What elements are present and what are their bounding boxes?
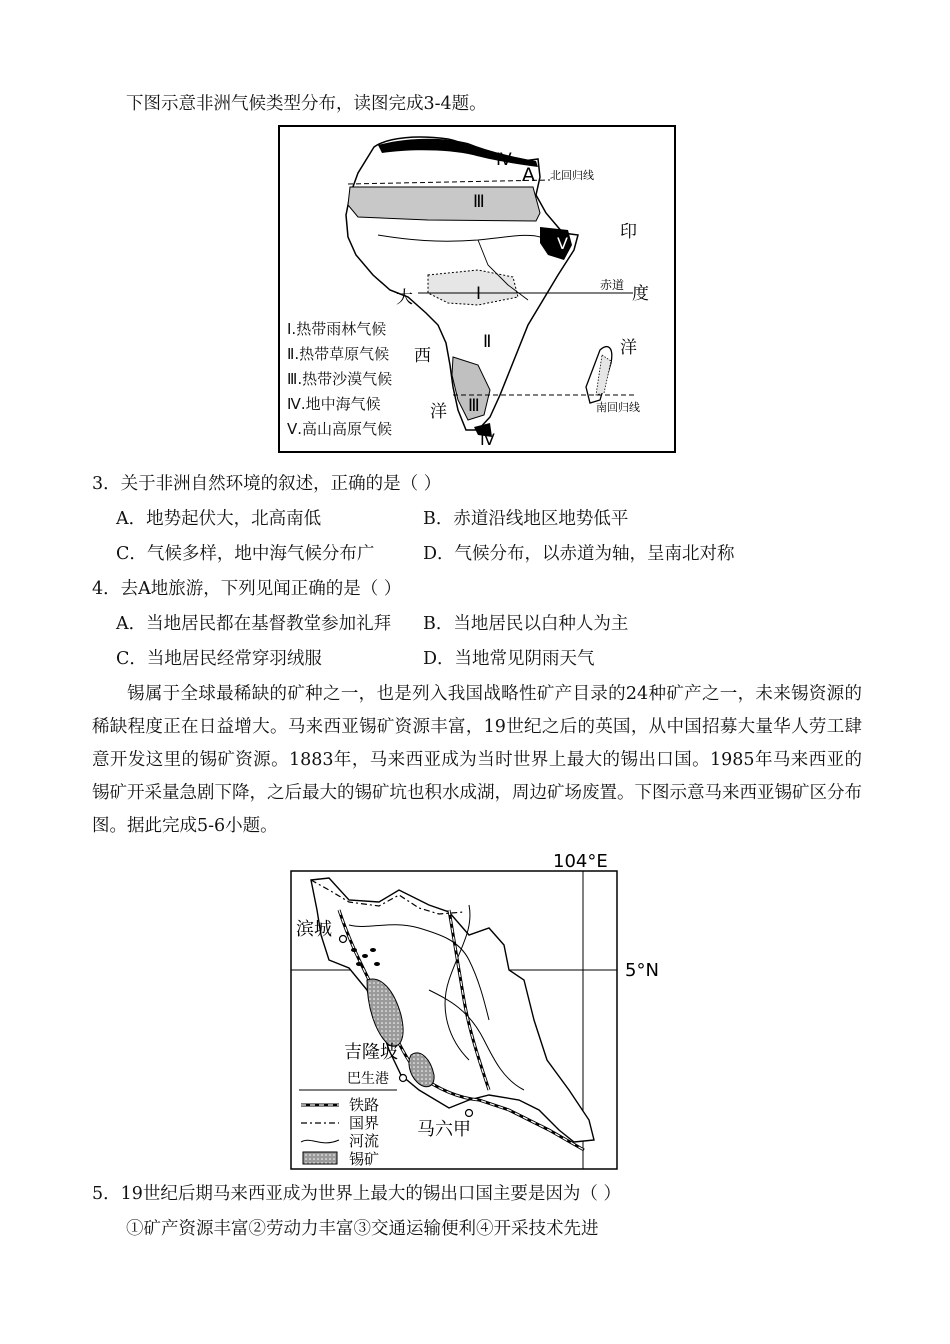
ocean-label-yang-e: 洋: [620, 338, 637, 358]
latitude-label: 5°N: [625, 960, 659, 981]
q5-stem: 5．19世纪后期马来西亚成为世界上最大的锡出口国主要是因为（ ）: [92, 1184, 621, 1204]
ocean-label-yin: 印: [620, 222, 637, 242]
q3-option-a[interactable]: A．地势起伏大，北高南低: [116, 509, 322, 529]
city-bincheng: 滨城: [296, 919, 332, 940]
q3-stem: 3．关于非洲自然环境的叙述，正确的是（ ）: [92, 474, 442, 494]
q3-option-c[interactable]: C．气候多样，地中海气候分布广: [116, 544, 375, 564]
intro-text-q5-6: 锡属于全球最稀缺的矿种之一，也是列入我国战略性矿产目录的24种矿产之一，未来锡资源的稀缺程度正在日益增大。马来西亚锡矿资源丰富，19世纪之后的英国，从中国招募大量华人劳工肆意开发这里的锡矿资源。1883年，马来西亚成为当时世界上最大的锡出口国。1985年马来西亚的锡矿开采量急剧下降，之后最大的锡矿坑也积水成湖，周边矿场废置。下图示意马来西亚锡矿区分布图。据此完成5-6小题。: [92, 684, 862, 836]
ocean-label-yang-w: 洋: [430, 402, 447, 422]
q4-option-b[interactable]: B．当地居民以白种人为主: [423, 614, 629, 634]
legend-border: 国界: [349, 1114, 380, 1132]
q4-option-d[interactable]: D．当地常见阴雨天气: [423, 649, 595, 669]
q4-stem: 4．去A地旅游，下列见闻正确的是（ ）: [92, 579, 402, 599]
roman-5: Ⅴ: [557, 234, 568, 253]
roman-3-south: Ⅲ: [468, 396, 480, 416]
legend-climate-5: Ⅴ.高山高原气候: [287, 420, 393, 438]
longitude-label: 104°E: [553, 851, 608, 872]
roman-2: Ⅱ: [483, 332, 492, 352]
ocean-label-xi: 西: [414, 346, 431, 366]
ocean-label-du: 度: [632, 284, 649, 304]
intro-text-q3-4: 下图示意非洲气候类型分布，读图完成3-4题。: [126, 94, 487, 114]
ocean-label-da: 大: [396, 288, 413, 308]
legend-river: 河流: [349, 1132, 380, 1150]
legend-climate-1: Ⅰ.热带雨林气候: [287, 320, 387, 338]
q4-option-c[interactable]: C．当地居民经常穿羽绒服: [116, 649, 322, 669]
legend-climate-2: Ⅱ.热带草原气候: [287, 345, 390, 363]
legend-climate-4: Ⅳ.地中海气候: [287, 395, 381, 413]
q3-option-b[interactable]: B．赤道沿线地区地势低平: [423, 509, 629, 529]
africa-climate-map: [278, 125, 676, 453]
q4-option-a[interactable]: A．当地居民都在基督教堂参加礼拜: [116, 614, 392, 634]
q5-options: ①矿产资源丰富②劳动力丰富③交通运输便利④开采技术先进: [126, 1219, 599, 1239]
south-tropic-label: 南回归线: [596, 401, 640, 414]
roman-3-north: Ⅲ: [473, 192, 485, 212]
city-kuala-lumpur: 吉隆坡: [344, 1042, 398, 1063]
legend-railway: 铁路: [349, 1096, 380, 1114]
q3-option-d[interactable]: D．气候分布，以赤道为轴，呈南北对称: [423, 544, 735, 564]
roman-4-north: Ⅳ: [496, 150, 512, 170]
roman-4-south: Ⅳ: [480, 430, 495, 449]
equator-label: 赤道: [600, 278, 625, 292]
city-malacca: 马六甲: [417, 1119, 471, 1140]
legend-tin: 锡矿: [349, 1150, 380, 1168]
north-tropic-label: 北回归线: [550, 169, 594, 182]
roman-1: Ⅰ: [476, 284, 482, 304]
legend-climate-3: Ⅲ.热带沙漠气候: [287, 370, 393, 388]
malaysia-tin-map: [289, 850, 669, 1175]
point-a-label: A: [522, 164, 535, 186]
city-port-klang: 巴生港: [347, 1071, 389, 1087]
